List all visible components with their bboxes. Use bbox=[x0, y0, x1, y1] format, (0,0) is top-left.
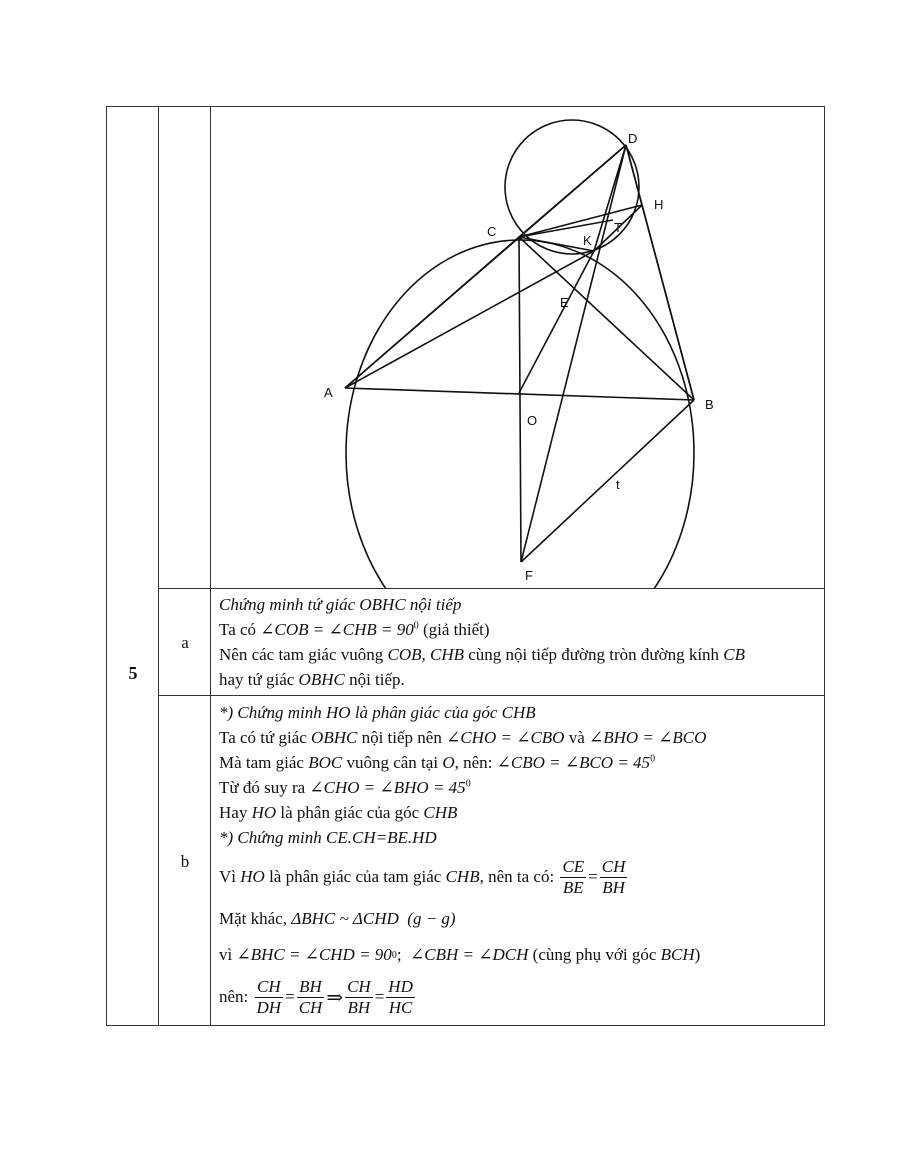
text: Ta có bbox=[219, 620, 257, 639]
sup: 0 bbox=[391, 949, 397, 961]
text: nội tiếp. bbox=[349, 670, 405, 689]
text: nội tiếp nên bbox=[361, 728, 442, 747]
segment-dh bbox=[626, 145, 642, 205]
text: Vì bbox=[219, 867, 236, 886]
part-a-title: Chứng minh tứ giác OBHC nội tiếp bbox=[219, 595, 462, 614]
den: BE bbox=[562, 877, 584, 897]
part-b-line-7 bbox=[219, 937, 816, 973]
math: (g − g) bbox=[407, 909, 456, 928]
label-b: B bbox=[705, 397, 714, 412]
sup: 0 bbox=[465, 778, 471, 790]
num: CE bbox=[562, 856, 585, 876]
sup: 0 bbox=[650, 753, 656, 765]
math: COB, CHB bbox=[387, 645, 465, 664]
den: BH bbox=[347, 997, 371, 1017]
part-a-content bbox=[219, 595, 816, 695]
text: hay tứ giác bbox=[219, 670, 295, 689]
math: O bbox=[442, 753, 455, 772]
label-f: F bbox=[525, 568, 533, 583]
text: vì bbox=[219, 945, 233, 964]
math: CHB bbox=[423, 803, 458, 822]
math: ∠CHO = ∠CBO bbox=[446, 728, 565, 747]
math: HO bbox=[251, 803, 277, 822]
math: OBHC bbox=[298, 670, 345, 689]
math: ∠CHO = ∠BHO = 45 bbox=[309, 778, 466, 797]
text: ) bbox=[694, 945, 701, 964]
text: Mặt khác, bbox=[219, 909, 287, 928]
text: cùng nội tiếp đường tròn đường kính bbox=[468, 645, 720, 664]
text: Từ đó suy ra bbox=[219, 778, 306, 797]
segment-cf bbox=[519, 237, 521, 562]
num: CH bbox=[601, 856, 626, 876]
fraction-hd-hc bbox=[386, 977, 415, 1018]
text: Ta có tứ giác bbox=[219, 728, 307, 747]
part-b-label: b bbox=[180, 852, 190, 871]
part-b-title-1: *) Chứng minh HO là phân giác của góc CHB bbox=[219, 703, 536, 722]
den: CH bbox=[298, 997, 323, 1017]
part-b-line-2 bbox=[219, 753, 816, 778]
part-b-line-1 bbox=[219, 728, 816, 753]
label-o: O bbox=[527, 413, 538, 428]
part-b-line-3 bbox=[219, 778, 816, 803]
part-b-line-8 bbox=[219, 973, 816, 1021]
text: Nên các tam giác vuông bbox=[219, 645, 384, 664]
row-divider-1 bbox=[158, 588, 824, 589]
fraction-ch-bh-2 bbox=[345, 977, 373, 1018]
text: Hay bbox=[219, 803, 248, 822]
part-b-title-2: *) Chứng minh CE.CH=BE.HD bbox=[219, 828, 437, 847]
math: ∠BHO = ∠BCO bbox=[589, 728, 707, 747]
label-d: D bbox=[628, 131, 638, 146]
implies-arrow: ⇒ bbox=[326, 986, 344, 1009]
den: HC bbox=[388, 997, 413, 1017]
geometry-figure bbox=[211, 107, 824, 588]
fraction-bh-ch bbox=[297, 977, 325, 1018]
num: BH bbox=[297, 977, 325, 998]
sup: 0 bbox=[413, 620, 419, 632]
part-a-line-3 bbox=[219, 670, 816, 695]
text: là phân giác của góc bbox=[280, 803, 420, 822]
text: vuông cân tại bbox=[346, 753, 439, 772]
segment-cb bbox=[519, 237, 694, 400]
text: , nên: bbox=[454, 753, 493, 772]
math: ∠BHC = ∠CHD = 90 bbox=[236, 945, 392, 964]
column-divider-1 bbox=[158, 107, 159, 1025]
math: ∠CBO = ∠BCO = 45 bbox=[496, 753, 651, 772]
math: BOC bbox=[308, 753, 343, 772]
math: BCH bbox=[660, 945, 695, 964]
math: ∠CBH = ∠DCH bbox=[410, 945, 529, 964]
fraction-ch-bh bbox=[600, 857, 628, 898]
solution-table bbox=[106, 106, 825, 1026]
equals: = bbox=[374, 987, 385, 1006]
text: nên: bbox=[219, 987, 249, 1006]
math: HO bbox=[240, 867, 265, 886]
num: CH bbox=[347, 976, 371, 996]
math: OBHC bbox=[311, 728, 358, 747]
num: CH bbox=[255, 977, 284, 998]
equals: = bbox=[588, 867, 598, 886]
part-a-line-2 bbox=[219, 645, 816, 670]
part-a-line-1 bbox=[219, 620, 816, 645]
fraction-ce-be bbox=[560, 857, 586, 898]
segment-bf bbox=[521, 400, 694, 562]
math: CB bbox=[723, 645, 746, 664]
text: (cùng phụ với góc bbox=[532, 945, 657, 964]
fraction-ch-dh bbox=[255, 977, 284, 1018]
label-t-upper: T bbox=[614, 220, 622, 235]
segment-df bbox=[521, 145, 626, 562]
label-e: E bbox=[560, 295, 569, 310]
question-number: 5 bbox=[128, 663, 138, 683]
text: (giả thiết) bbox=[422, 620, 490, 639]
math: CHB bbox=[445, 867, 480, 886]
label-k: K bbox=[583, 233, 592, 248]
part-b-line-5 bbox=[219, 853, 816, 901]
text: Mà tam giác bbox=[219, 753, 304, 772]
part-a-label: a bbox=[181, 633, 189, 652]
den: DH bbox=[256, 997, 282, 1017]
part-b-content bbox=[219, 703, 816, 1021]
segment-hb bbox=[642, 205, 694, 400]
math: ΔBHC ~ ΔCHD bbox=[291, 909, 399, 928]
label-t-lower: t bbox=[616, 477, 620, 492]
row-divider-2 bbox=[158, 695, 824, 696]
text: ; bbox=[396, 945, 402, 964]
label-c: C bbox=[487, 224, 497, 239]
label-a: A bbox=[324, 385, 333, 400]
part-b-line-6 bbox=[219, 901, 816, 937]
text: , nên ta có: bbox=[479, 867, 555, 886]
equals: = bbox=[285, 987, 295, 1006]
den: BH bbox=[602, 877, 625, 897]
text: và bbox=[568, 728, 585, 747]
part-b-line-4 bbox=[219, 803, 816, 828]
math: ∠COB = ∠CHB = 90 bbox=[260, 620, 414, 639]
label-h: H bbox=[654, 197, 664, 212]
text: là phân giác của tam giác bbox=[269, 867, 442, 886]
num: HD bbox=[388, 976, 413, 996]
